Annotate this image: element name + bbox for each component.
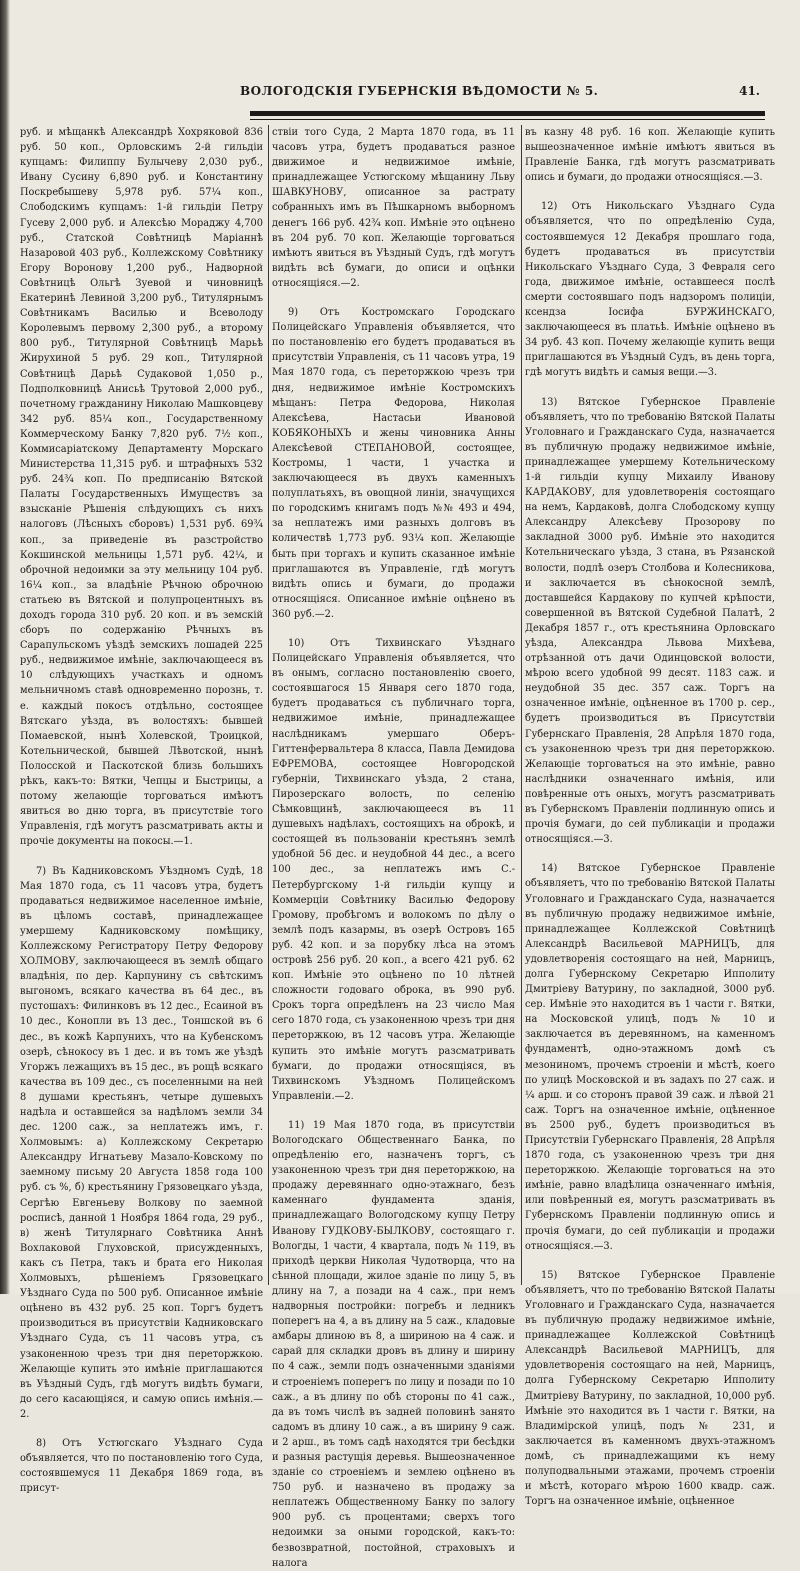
header-rule-thin <box>250 119 765 120</box>
notice-11: 11) 19 Мая 1870 года, въ присутствіи Вологодскаго Общественнаго Банка, по опредѣленію его, назначенъ торгъ, съ узаконенною чрезъ три дня переторжкою, на продажу деревяннаго одно-этажнаго, безъ каменнаго фундамента зданія, принадлежащаго Вологодскому купцу Петру Иванову ГУДКОВУ-БЫЛКОВУ, состоящаго г. Вологды, 1 части, 4 квартала, подъ № 119, въ приходѣ церкви Николая Чудотворца, что на сѣнной площади, жилое зданіе по лицу 5, въ длину на 7, а позади на 4 саж., при немъ надворныя постройки: погребъ и ледникъ поперегъ на 4, а въ длину на 5 саж., кладовые амбары длиною въ 8, а шириною на 4 саж. и сарай для складки дровъ въ длину и ширину по 4 саж., земли подъ означенными зданіями и строеніемъ поперегъ по лицу и позади по 10 саж., а въ длину по обѣ стороны по 41 саж., да въ томъ числѣ въ задней половинѣ занято садомъ въ длину 10 саж., а въ ширину 9 саж. и 2 арш., въ томъ садѣ находятся три бесѣдки и разныя растущія деревья. Вышеозначенное зданіе со строеніемъ и землею оцѣнено въ 750 руб. и назначено въ продажу за неплатежъ Общественному Банку по залогу 900 руб. съ процентами; сверхъ того недоимки за оными городской, какъ-то: безвозвратной, постойной, страховыхъ и налога <box>272 1119 515 1569</box>
page-header <box>240 80 760 102</box>
text-columns <box>20 125 775 1569</box>
column-2 <box>272 125 515 1569</box>
column-3 <box>525 125 775 1508</box>
notice-continued: руб. и мѣщанкѣ Александрѣ Хохряковой 836 руб. 50 коп., Орловскимъ 2-й гильдіи купцамъ: Филиппу Булычеву 2,030 руб., Ивану Сусину 6,890 руб. и Константину Поскребышеву 5,978 руб. 57¼ коп., Слободскимъ купцамъ: 1-й гильдіи Петру Гусеву 2,000 руб. и Алексѣю Мораджу 4,700 руб., Статской Совѣтницѣ Маріаннѣ Назаровой 403 руб., Коллежскому Совѣтнику Егору Воронову 1,200 руб., Надворной Совѣтницѣ Ольгѣ Зуевой и чиновницѣ Екатеринѣ Левиной 3,200 руб., Титулярнымъ Совѣтникамъ Василью и Всеволоду Королевымъ первому 2,300 руб., а второму 800 руб., Титулярной Совѣтницѣ Марьѣ Жирухиной 5 руб. 29 коп., Титулярной Совѣтницѣ Дарьѣ Судаковой 1,050 р., Подполковницѣ Анисьѣ Трутовой 2,000 руб., почетному гражданину Николаю Машковцеву 342 руб. 85¼ коп., Государственному Коммерческому Банку 7,820 руб. 7½ коп., Коммисаріатскому Департаменту Морскаго Министерства 11,315 руб. и штрафныхъ 532 руб. 24¾ коп. По предписанію Вятской Палаты Государственныхъ Имуществъ за взысканіе Рѣшенія слѣдующихъ съ нихъ налоговъ (Лѣсныхъ сборовъ) 1,531 руб. 69¾ коп., за приведеніе въ разстройство Кокшинской мельницы 1,571 руб. 42¼, и оброчной недоимки за эту мельницу 104 руб. 16¼ коп., за владѣніе Рѣчною оброчною статьею въ Вятской и полупроцентныхъ въ доходъ города 310 руб. 20 коп. и въ земскій сборъ по содержанію Рѣчныхъ въ Сарапульскомъ уѣздѣ земскихъ лошадей 225 руб., недвижимое имѣніе, заключающееся въ 10 слѣдующихъ участкахъ и одномъ мельничномъ ставѣ одновременно порознь, т. е. каждый покосъ отдѣльно, состоящее Вятскаго уѣзда, въ волостяхъ: бывшей Помаевской, нынѣ Холевской, Троицкой, Котельнической, бывшей Лѣвотской, нынѣ Полосской и Паскотской близь большихъ рѣкъ, какъ-то: Вятки, Чепцы и Быстрицы, а потому желающіе торговаться имѣютъ явиться во дню торга, въ присутствіе того Управленія, гдѣ могутъ разсматривать акты и прочіе документы на покосы.—1. <box>20 127 263 848</box>
binding-edge <box>0 0 10 1294</box>
header-rule-thick <box>250 111 765 116</box>
column-1 <box>20 125 263 1495</box>
notice-8-continued: ствіи того Суда, 2 Марта 1870 года, въ 11 часовъ утра, будетъ продаваться разное движимое и недвижимое имѣніе, принадлежащее Устюгскому мѣщанину Льву ШАВКУНОВУ, описанное за растрату собранныхъ имъ въ Пѣшкарномъ выборномъ денегъ 166 руб. 42¾ коп. Имѣніе это оцѣнено въ 204 руб. 70 коп. Желающіе торговаться имѣютъ явиться въ Уѣздный Судъ, гдѣ могутъ видѣть всѣ бумаги, до описи и оцѣнки относящіяся.—2. <box>272 127 515 289</box>
column-divider <box>521 125 522 1285</box>
notice-12: 12) Отъ Никольскаго Уѣзднаго Суда объявляется, что по опредѣленію Суда, состоявшемуся 12 Декабря прошлаго года, будетъ продаваться въ присутствіи Никольскаго Уѣзднаго Суда, 3 Февраля сего года, движимое имѣніе, оставшееся послѣ смерти состоявшаго подъ надзоромъ полиціи, ксендза Іосифа БУРЖИНСКАГО, заключающееся въ платьѣ. Имѣніе оцѣнено въ 34 руб. 43 коп. Почему желающіе купить вещи приглашаются въ Уѣздный Судъ, въ день торга, гдѣ могутъ видѣть и самыя вещи.—3. <box>525 201 775 379</box>
notice-11-continued: въ казну 48 руб. 16 коп. Желающіе купить вышеозначенное имѣніе имѣютъ явиться въ Правленіе Банка, гдѣ могутъ разсматривать опись и бумаги, до продажи относящіяся.—3. <box>525 127 775 184</box>
notice-15: 15) Вятское Губернское Правленіе объявляетъ, что по требованію Вятской Палаты Уголовнаго и Гражданскаго Суда, назначается въ публичную продажу недвижимое имѣніе, принадлежащее Коллежской Совѣтницѣ Александрѣ Васильевой МАРНИЦЪ, для удовлетворенія состоящаго на ней, Марницъ, долга Губернскому Секретарю Ипполиту Дмитріеву Ватурину, по закладной, 10,000 руб. Имѣніе это находится въ 1 части г. Вятки, на Владимірской улицѣ, подъ № 231, и заключается въ каменномъ двухъ-этажномъ домѣ, съ принадлежащими къ нему полуподвальными этажами, прочемъ строеніи и мѣстѣ, котораго мѣрою 1600 квадр. саж. Торгъ на означенное имѣніе, оцѣненное <box>525 1269 775 1508</box>
page-number: 41. <box>739 84 760 98</box>
column-divider <box>268 125 269 1285</box>
newspaper-title: ВОЛОГОДСКІЯ ГУБЕРНСКІЯ ВѢДОМОСТИ № 5. <box>240 84 599 98</box>
notice-10: 10) Отъ Тихвинскаго Уѣзднаго Полицейскаго Управленія объявляется, что въ онымъ, согласно постановленію своего, состоявшагося 15 Января сего 1870 года, будетъ продаваться съ публичнаго торга, недвижимое имѣніе, принадлежащее наслѣдникамъ умершаго Оберъ-Гиттенфервальтера 8 класса, Павла Демидова ЕФРЕМОВА, состоящее Новгородской губерніи, Тихвинскаго уѣзда, 2 стана, Пирозерскаго волость, по селенію Сѣмковщинѣ, заключающееся въ 11 душевыхъ надѣлахъ, состоящихъ на оброкѣ, и состоящей въ пользованіи крестьянъ землѣ удобной 56 дес. и неудобной 44 дес., а всего 100 дес., за неплатежъ имъ С.-Петербургскому 1-й гильдіи купцу и Коммерціи Совѣтнику Василью Федорову Громову, пробѣгомъ и волокомъ по дѣлу о землѣ подъ казармы, въ озерѣ Островъ 165 руб. 42 коп. и за порубку лѣса на этомъ островѣ 256 руб. 20 коп., а всего 421 руб. 62 коп. Имѣніе это оцѣнено по 10 лѣтней сложности годоваго оброка, въ 990 руб. Срокъ торга опредѣленъ на 23 число Мая сего 1870 года, съ узаконенною чрезъ три дня переторжкою, въ 12 часовъ утра. Желающіе купить это имѣніе могутъ разсматривать бумаги, до продажи относящіяся, въ Тихвинскомъ Уѣздномъ Полицейскомъ Управленіи.—2. <box>272 638 515 1102</box>
notice-7: 7) Въ Кадниковскомъ Уѣздномъ Судѣ, 18 Мая 1870 года, съ 11 часовъ утра, будетъ продаваться недвижимое населенное имѣніе, въ цѣломъ составѣ, принадлежащее умершему Кадниковскому помѣщику, Коллежскому Регистратору Петру Федорову ХОЛМОВУ, заключающееся въ землѣ общаго владѣнія, по дер. Карпунину съ свѣтскимъ выгономъ, всякаго качества въ 64 дес., въ пустошахъ: Филинковъ въ 12 дес., Есаиной въ 10 дес., Конопли въ 13 дес., Тоншской въ 6 дес., въ кожѣ Карпунихъ, что на Кубенскомъ озерѣ, сѣнокосу въ 1 дес. и въ томъ же уѣздѣ Угоржъ лежащихъ въ 15 дес., въ рощѣ всякаго качества въ 109 дес., съ поселенными на ней 8 душами крестьянъ, четыре душевыхъ надѣла и оставшейся за надѣломъ земли 34 дес. 1200 саж., за неплатежъ имъ, г. Холмовымъ: а) Коллежскому Секретарю Александру Игнатьеву Мазало-Ковскому по заемному письму 20 Августа 1858 года 100 руб. съ %, б) крестьянину Грязовецкаго уѣзда, Сергѣю Евгеньеву Волкову по заемной росписѣ, данной 1 Ноября 1864 года, 29 руб., в) женѣ Титулярнаго Совѣтника Аннѣ Вохлаковой Глуховской, присужденныхъ, какъ съ Петра, такъ и брата его Николая Холмовыхъ, рѣшеніемъ Грязовецкаго Уѣзднаго Суда по 500 руб. Описанное имѣніе оцѣнено въ 432 руб. 25 коп. Торгъ будетъ производиться въ присутствіи Кадниковскаго Уѣзднаго Суда, съ 11 часовъ утра, съ узаконенною чрезъ три дня переторжкою. Желающіе купить это имѣніе приглашаются въ Уѣздный Судъ, гдѣ могутъ видѣть бумаги, до сего касающіяся, и самую опись имѣнія.—2. <box>20 865 263 1420</box>
notice-9: 9) Отъ Костромскаго Городскаго Полицейскаго Управленія объявляется, что по постановленію его будетъ продаваться въ присутствіи Управленія, съ 11 часовъ утра, 19 Мая 1870 года, съ переторжкою чрезъ три дня, недвижимое имѣніе Костромскихъ мѣщанъ: Петра Федорова, Николая Алексѣева, Настасьи Ивановой КОБЯКОНЫХЪ и жены чиновника Анны Алексѣевой СТЕПАНОВОЙ, состоящее, Костромы, 1 части, 1 участка и заключающееся въ двухъ каменныхъ полуплатьяхъ, въ овощной линіи, значущихся по городскимъ книгамъ подъ №№ 493 и 494, за неплатежъ ими разныхъ долговъ въ количествѣ 1,773 руб. 93¼ коп. Желающіе быть при торгахъ и купить сказанное имѣніе приглашаются въ Управленіе, гдѣ могутъ видѣть опись и бумаги, до продажи относящіяся. Описанное имѣніе оцѣнено въ 360 руб.—2. <box>272 307 515 620</box>
notice-13: 13) Вятское Губернское Правленіе объявляетъ, что по требованію Вятской Палаты Уголовнаго и Гражданскаго Суда, назначается въ публичную продажу недвижимое имѣніе, принадлежащее умершему Котельническому 1-й гильдіи купцу Михаилу Иванову КАРДАКОВУ, для удовлетворенія состоящаго на немъ, Кардаковѣ, долга Слободскому купцу Александру Алексѣеву Прозорову по закладной 3000 руб. Имѣніе это находится Котельническаго уѣзда, 3 стана, въ Рязанской волости, подлѣ озеръ Столбова и Колесникова, и заключается въ сѣнокосной землѣ, доставшейся Кардакову по купчей крѣпости, совершенной въ Вятской Судебной Палатѣ, 2 Декабря 1857 г., отъ крестьянина Орловскаго уѣзда, Александра Львова Михѣева, отрѣзанной отъ дачи Одинцовской волости, мѣрою всего удобной 99 десят. 1183 саж. и неудобной 35 дес. 357 саж. Торгъ на означенное имѣніе, оцѣненное въ 1700 р. сер., будетъ производиться въ Присутствіи Губернскаго Правленія, 28 Апрѣля 1870 года, съ узаконенною чрезъ три дня переторжкою. Желающіе торговаться на это имѣніе, равно наслѣдники означеннаго имѣнія, или повѣренные отъ оныхъ, могутъ разсматривать въ Губернскомъ Правленіи подлинную опись и прочія бумаги, до сей публикаціи и продажи относящіяся.—3. <box>525 396 775 846</box>
notice-8: 8) Отъ Устюгскаго Уѣзднаго Суда объявляется, что по постановленію того Суда, состоявшемуся 11 Декабря 1869 года, въ присут- <box>20 1437 263 1495</box>
notice-14: 14) Вятское Губернское Правленіе объявляетъ, что по требованію Вятской Палаты Уголовнаго и Гражданскаго Суда, назначается въ публичную продажу недвижимое имѣніе, принадлежащее Коллежской Совѣтницѣ Александрѣ Васильевой МАРНИЦЪ, для удовлетворенія состоящаго на ней, Марницъ, долга Губернскому Секретарю Ипполиту Дмитріеву Ватурину, по закладной, 3000 руб. сер. Имѣніе это находится въ 1 части г. Вятки, на Московской улицѣ, подъ № 10 и заключается въ деревянномъ, на каменномъ фундаментѣ, одно-этажномъ домѣ съ мезониномъ, прочемъ строеніи и мѣстѣ, коего по улицѣ Московской и въ задахъ по 27 саж. и ¼ арш. и со сторонъ правой 39 саж. и лѣвой 21 саж. Торгъ на означенное имѣніе, оцѣненное въ 2500 руб., будетъ производиться въ Присутствіи Губернскаго Правленія, 28 Апрѣля 1870 года, съ узаконенною чрезъ три дня переторжкою. Желающіе торговаться на это имѣніе, равно владѣлица означеннаго имѣнія, или повѣренный ея, могутъ разсматривать въ Губернскомъ Правленіи подлинную опись и прочія бумаги, до сей публикаціи и продажи относящіяся.—3. <box>525 863 775 1252</box>
